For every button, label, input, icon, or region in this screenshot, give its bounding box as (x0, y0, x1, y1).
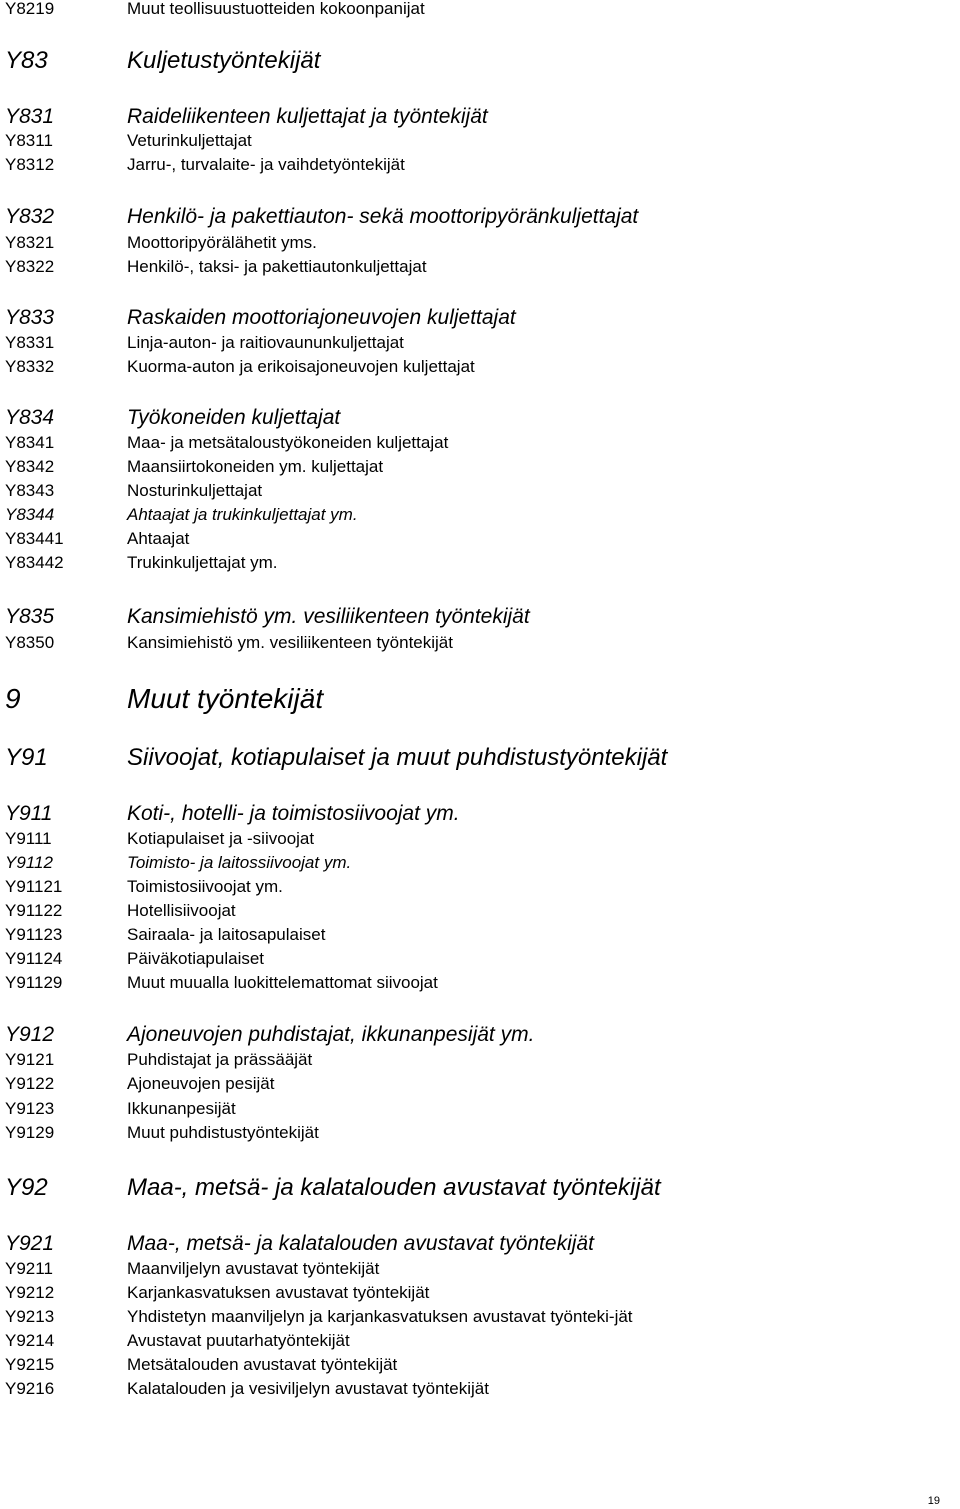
classification-code: Y9121 (5, 1050, 55, 1069)
list-item (0, 355, 960, 379)
occupation-title: Sairaala- ja laitosapulaiset (127, 925, 326, 944)
list-item (0, 129, 960, 153)
occupation-title: Ahtaajat ja trukinkuljettajat ym. (127, 505, 358, 524)
occupation-title: Hotellisiivoojat (127, 901, 236, 920)
list-item (0, 1097, 960, 1121)
occupation-title: Trukinkuljettajat ym. (127, 553, 278, 572)
list-item (0, 305, 960, 329)
classification-code: Y9112 (5, 853, 53, 872)
list-item (0, 1329, 960, 1353)
list-item (0, 455, 960, 479)
classification-code: Y832 (5, 205, 55, 228)
classification-code: Y83 (5, 47, 48, 74)
occupation-title: Metsätalouden avustavat työntekijät (127, 1355, 398, 1374)
occupation-title: Päiväkotiapulaiset (127, 949, 265, 968)
classification-code: Y9213 (5, 1307, 55, 1326)
occupation-title: Puhdistajat ja prässääjät (127, 1050, 313, 1069)
occupation-title: Kotiapulaiset ja -siivoojat (127, 829, 315, 848)
page-number: 19 (927, 1495, 940, 1507)
occupation-title: Ikkunanpesijät (127, 1099, 236, 1118)
classification-code: Y834 (5, 406, 55, 429)
list-item (0, 1281, 960, 1305)
classification-code: Y8219 (5, 0, 55, 18)
classification-code: Y8332 (5, 357, 55, 376)
occupation-title: Raideliikenteen kuljettajat ja työntekijät (127, 105, 488, 128)
classification-code: Y911 (5, 802, 53, 825)
classification-code: Y912 (5, 1023, 55, 1046)
classification-code: Y8321 (5, 233, 55, 252)
occupation-title: Ahtaajat (127, 529, 190, 548)
occupation-title: Muut teollisuustuotteiden kokoonpanijat (127, 0, 425, 18)
list-item (0, 743, 960, 771)
occupation-title: Työkoneiden kuljettajat (127, 406, 341, 429)
occupation-title: Kalatalouden ja vesiviljelyn avustavat työntekijät (127, 1379, 489, 1398)
classification-code: Y9123 (5, 1099, 55, 1118)
classification-code: Y9212 (5, 1283, 55, 1302)
occupation-title: Raskaiden moottoriajoneuvojen kuljettajat (127, 306, 516, 329)
classification-code: Y8344 (5, 505, 55, 524)
classification-code: Y835 (5, 605, 55, 628)
occupation-title: Muut muualla luokittelemattomat siivoojat (127, 973, 438, 992)
list-item (0, 104, 960, 128)
list-item (0, 255, 960, 279)
list-item (0, 1257, 960, 1281)
list-item (0, 405, 960, 429)
list-item (0, 503, 960, 527)
list-item (0, 1048, 960, 1072)
classification-code: Y833 (5, 306, 55, 329)
classification-code: Y9215 (5, 1355, 55, 1374)
occupation-title: Muut työntekijät (127, 683, 324, 714)
list-item (0, 1022, 960, 1046)
occupation-title: Kuljetustyöntekijät (127, 47, 321, 74)
classification-code: Y91124 (5, 949, 63, 968)
classification-code: Y831 (5, 105, 55, 128)
list-item (0, 604, 960, 628)
classification-code: Y9211 (5, 1259, 53, 1278)
list-item (0, 1121, 960, 1145)
occupation-title: Maanviljelyn avustavat työntekijät (127, 1259, 380, 1278)
list-item (0, 682, 960, 714)
classification-code: Y8331 (5, 333, 55, 352)
occupation-title: Maa-, metsä- ja kalatalouden avustavat työntekijät (127, 1232, 594, 1255)
list-item (0, 204, 960, 228)
classification-code: Y9214 (5, 1331, 55, 1350)
occupation-title: Toimisto- ja laitossiivoojat ym. (127, 853, 352, 872)
list-item (0, 479, 960, 503)
list-item (0, 1173, 960, 1201)
list-item (0, 0, 960, 21)
occupation-title: Karjankasvatuksen avustavat työntekijät (127, 1283, 430, 1302)
occupation-title: Maa- ja metsätaloustyökoneiden kuljettajat (127, 433, 449, 452)
list-item (0, 431, 960, 455)
occupation-title: Koti-, hotelli- ja toimistosiivoojat ym. (127, 802, 460, 825)
classification-code: Y83441 (5, 529, 64, 548)
classification-code: Y8322 (5, 257, 55, 276)
classification-code: Y9111 (5, 829, 52, 848)
list-item (0, 947, 960, 971)
list-item (0, 46, 960, 74)
list-item (0, 1353, 960, 1377)
occupation-title: Linja-auton- ja raitiovaununkuljettajat (127, 333, 404, 352)
classification-code: Y8341 (5, 433, 55, 452)
classification-code: Y8311 (5, 131, 53, 150)
occupation-title: Avustavat puutarhatyöntekijät (127, 1331, 350, 1350)
list-item (0, 231, 960, 255)
classification-code: Y91121 (5, 877, 63, 896)
list-item (0, 875, 960, 899)
occupation-title: Toimistosiivoojat ym. (127, 877, 283, 896)
list-item (0, 827, 960, 851)
classification-code: Y91129 (5, 973, 63, 992)
classification-code: Y91 (5, 744, 48, 771)
occupation-title: Maa-, metsä- ja kalatalouden avustavat työntekijät (127, 1174, 661, 1201)
occupation-title: Henkilö-, taksi- ja pakettiautonkuljettajat (127, 257, 427, 276)
occupation-title: Yhdistetyn maanviljelyn ja karjankasvatuksen avustavat työnteki-jät (127, 1307, 633, 1326)
occupation-title: Moottoripyörälähetit yms. (127, 233, 317, 252)
occupation-title: Kansimiehistö ym. vesiliikenteen työntekijät (127, 633, 453, 652)
classification-code: Y921 (5, 1232, 55, 1255)
list-item (0, 971, 960, 995)
occupation-title: Veturinkuljettajat (127, 131, 252, 150)
occupation-title: Kansimiehistö ym. vesiliikenteen työntekijät (127, 605, 530, 628)
occupation-title: Ajoneuvojen puhdistajat, ikkunanpesijät ym. (127, 1023, 535, 1046)
list-item (0, 551, 960, 575)
list-item (0, 923, 960, 947)
occupation-title: Muut puhdistustyöntekijät (127, 1123, 319, 1142)
list-item (0, 153, 960, 177)
classification-code: Y91122 (5, 901, 63, 920)
occupation-title: Maansiirtokoneiden ym. kuljettajat (127, 457, 384, 476)
classification-code: Y83442 (5, 553, 64, 572)
classification-code: Y8312 (5, 155, 55, 174)
occupation-title: Henkilö- ja pakettiauton- sekä moottoripyöränkuljettajat (127, 205, 639, 228)
list-item (0, 631, 960, 655)
occupation-title: Jarru-, turvalaite- ja vaihdetyöntekijät (127, 155, 405, 174)
occupation-title: Siivoojat, kotiapulaiset ja muut puhdistustyöntekijät (127, 744, 668, 771)
occupation-title: Kuorma-auton ja erikoisajoneuvojen kuljettajat (127, 357, 475, 376)
classification-code: Y8350 (5, 633, 55, 652)
classification-code: Y91123 (5, 925, 63, 944)
classification-code: Y9216 (5, 1379, 55, 1398)
classification-code: Y8343 (5, 481, 55, 500)
list-item (0, 1305, 960, 1329)
list-item (0, 801, 960, 825)
list-item (0, 331, 960, 355)
classification-code: Y9122 (5, 1074, 55, 1093)
list-item (0, 1072, 960, 1096)
classification-code: Y8342 (5, 457, 55, 476)
list-item (0, 851, 960, 875)
list-item (0, 527, 960, 551)
classification-code: Y92 (5, 1174, 48, 1201)
list-item (0, 899, 960, 923)
occupation-title: Ajoneuvojen pesijät (127, 1074, 275, 1093)
list-item (0, 1231, 960, 1255)
classification-code: Y9129 (5, 1123, 55, 1142)
occupation-title: Nosturinkuljettajat (127, 481, 263, 500)
list-item (0, 1377, 960, 1401)
classification-code: 9 (5, 683, 21, 714)
